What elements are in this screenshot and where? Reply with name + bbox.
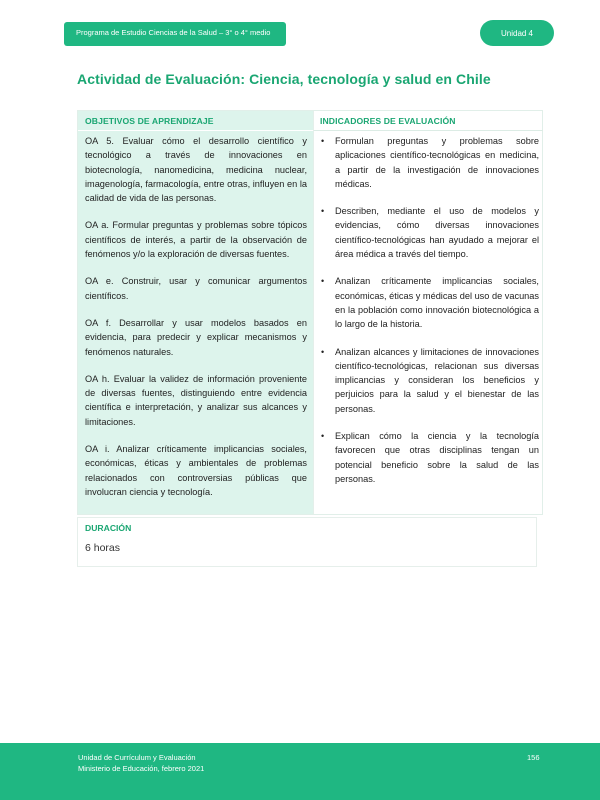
indicators-column [313,111,542,514]
duration-value: 6 horas [85,542,121,554]
page-number: 156 [527,753,540,762]
duration-label: DURACIÓN [85,523,132,533]
footer-ministry: Ministerio de Educación, febrero 2021 [78,764,205,773]
bullet-icon: • [321,276,325,287]
footer [0,743,600,800]
objectives-list [85,134,307,512]
objective-item: OA i. Analizar críticamente implicancias sociales, económicas, éticas y ambientales de problemas relacionados con controversias públicas que involucran ciencia y tecnología. [85,444,307,497]
footer-unit: Unidad de Currículum y Evaluación [78,753,196,762]
duration-box [77,517,537,567]
indicator-text: Analizan críticamente implicancias sociales, económicas, éticas y médicas del uso de vacunas en la población como innovación biotecnológica a lo largo de la historia. [335,276,539,330]
bullet-icon: • [321,136,325,146]
indicator-item [320,274,539,331]
assessment-table [77,110,543,515]
header-divider [314,130,543,131]
indicators-header: INDICADORES DE EVALUACIÓN [320,116,456,126]
bullet-icon: • [321,431,325,442]
indicators-list [320,134,539,499]
bullet-icon: • [321,346,325,357]
indicator-item [320,204,539,261]
bullet-icon: • [321,206,325,217]
indicator-text: Formulan preguntas y problemas sobre aplicaciones científico-tecnológicas en medicina, a partir de la investigación de innovaciones médicas. [335,136,539,189]
page-title: Actividad de Evaluación: Ciencia, tecnología y salud en Chile [77,71,491,87]
indicator-text: Analizan alcances y limitaciones de innovaciones científico-tecnológicas, relacionan sus diversas implicancias y consideran los beneficios y perjuicios para la salud y el bienestar de las personas. [335,346,539,414]
objective-item: OA f. Desarrollar y usar modelos basados en evidencia, para predecir y explicar mecanismos y fenómenos naturales. [85,317,307,357]
objective-item: OA 5. Evaluar cómo el desarrollo científico y tecnológico a través de innovaciones en biotecnología, nanomedicina, medicina nuclear, imagenología, farmacología, entre otras, influyen en la calidad de vida de las personas. [85,136,307,204]
indicator-item [320,429,539,486]
indicator-item [320,345,539,416]
objectives-column [78,111,313,514]
objective-item: OA a. Formular preguntas y problemas sobre tópicos científicos de interés, a partir de la observación de fenómenos y/o la exploración de diversas fuentes. [85,220,307,260]
indicator-text: Describen, mediante el uso de modelos y evidencias, cómo diversas innovaciones científico-tecnológicas han ayudado a mejorar el área médica a través del tiempo. [335,206,539,260]
indicator-item [320,134,539,191]
objectives-header: OBJETIVOS DE APRENDIZAJE [85,116,214,126]
program-title: Programa de Estudio Ciencias de la Salud – 3° o 4° medio [76,28,271,37]
unit-badge: Unidad 4 [480,20,554,46]
objective-item: OA e. Construir, usar y comunicar argumentos científicos. [85,276,307,301]
objective-item: OA h. Evaluar la validez de información proveniente de diversas fuentes, distinguiendo entre evidencia científica e interpretación, y analizar sus alcances y limitaciones. [85,373,307,427]
header-divider [78,130,313,131]
indicator-text: Explican cómo la ciencia y la tecnología favorecen que otras disciplinas tengan un potencial beneficio sobre la salud de las personas. [335,431,539,484]
